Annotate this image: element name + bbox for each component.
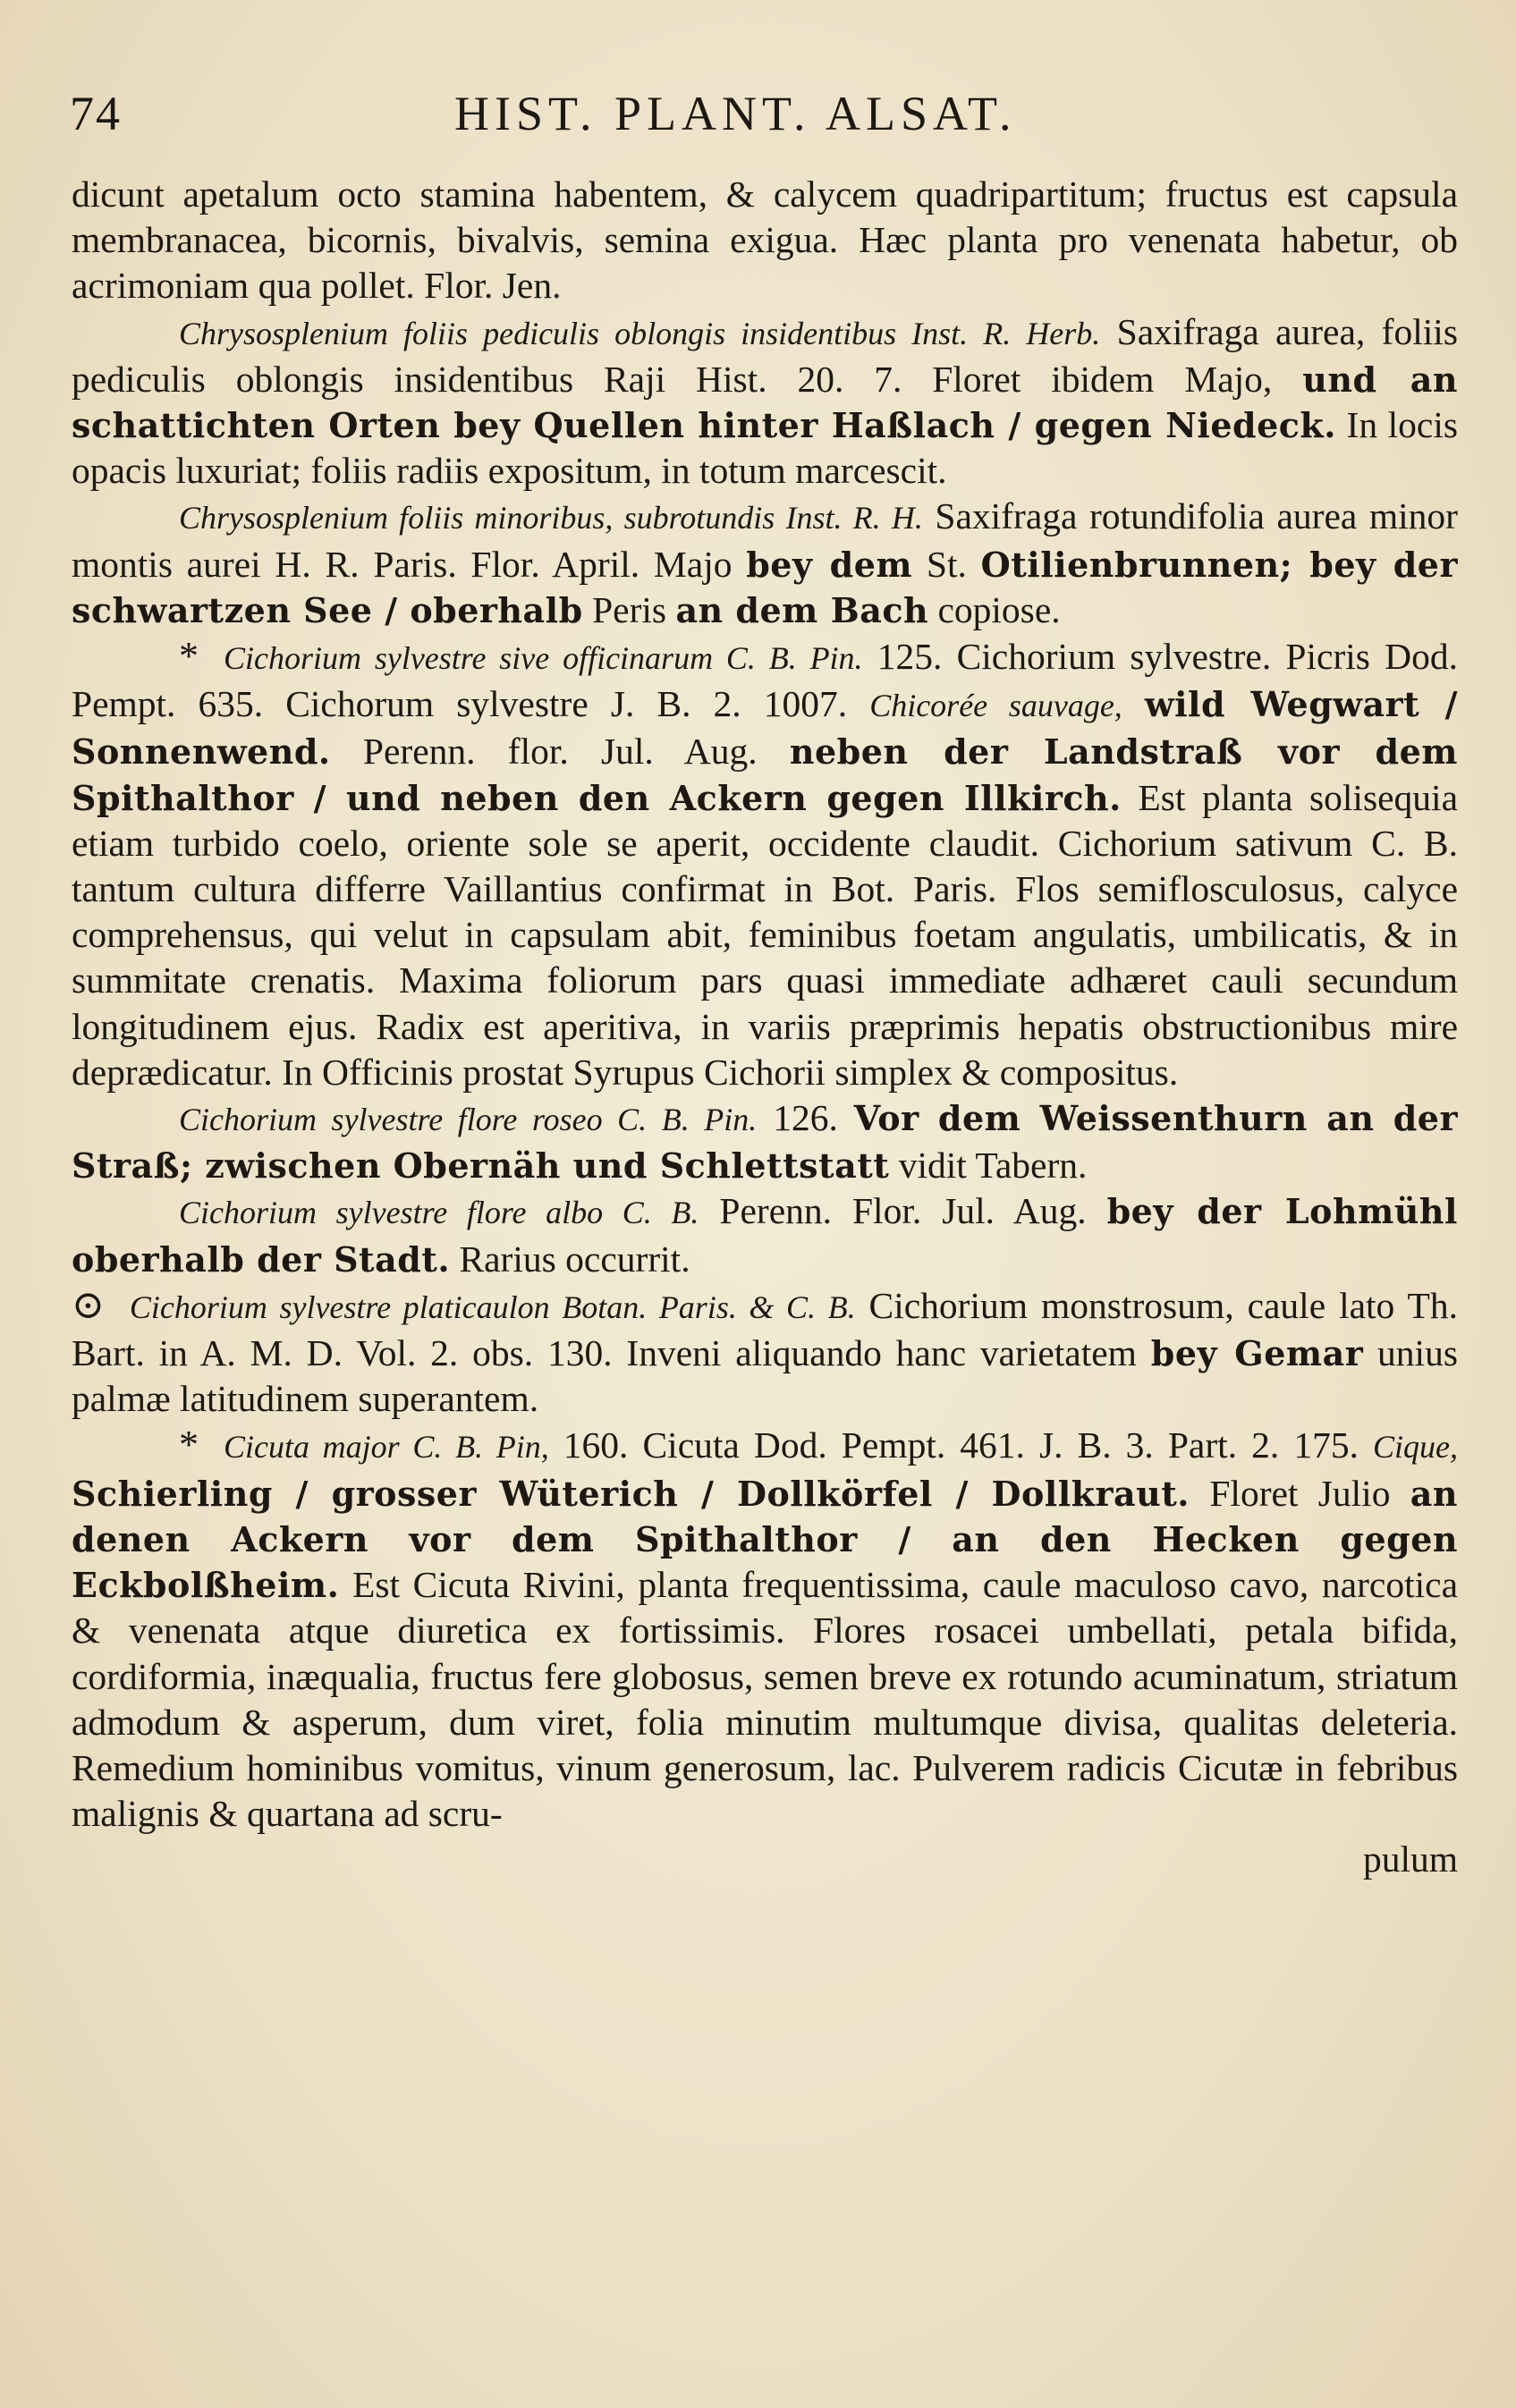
entry-mark-icon: * <box>179 1423 199 1467</box>
roman-text: In locis opacis luxuriat; foliis radiis expositum, in totum marcescit. <box>72 404 1459 492</box>
italic-text: Cicuta major C. B. Pin, <box>224 1429 549 1466</box>
entry-cichorium-platicaulon <box>72 1282 1458 1423</box>
entry-cichorium-sylvestre <box>72 633 1458 1095</box>
body-text <box>72 172 1458 1883</box>
italic-text: Cichorium sylvestre platicaulon Botan. Paris. & C. B. <box>129 1288 856 1325</box>
roman-text: Cichorium monstrosum, caule lato Th. Bart. in A. M. D. Vol. 2. obs. 130. Inveni aliquando hanc varietatem <box>72 1284 1458 1374</box>
blackletter-text: an dem Bach <box>675 589 929 630</box>
paragraph-continuation <box>72 172 1458 309</box>
roman-text: Saxifraga rotundifolia aurea minor montis aurei H. R. Paris. Flor. April. Majo <box>72 495 1458 585</box>
entry-chrysosplenium-oblongis <box>72 309 1458 494</box>
entry-mark-icon: * <box>179 634 199 679</box>
page-header <box>70 86 1465 157</box>
italic-text: Cichorium sylvestre flore roseo C. B. Pin. <box>179 1102 758 1138</box>
entry-cichorium-roseo <box>72 1095 1458 1188</box>
blackletter-text: bey der Lohmühl oberhalb der Stadt. <box>72 1191 1458 1280</box>
italic-text: Chrysosplenium foliis pediculis oblongis insidentibus Inst. R. Herb. <box>179 315 1101 351</box>
blackletter-text: neben der Landstraß vor dem Spithalthor / und neben den Ackern gegen Illkirch. <box>72 731 1459 818</box>
entry-mark-icon: ⊙ <box>72 1282 105 1327</box>
roman-text: 125. Cichorium sylvestre. Picris Dod. Pempt. 635. Cichorum sylvestre J. B. 2. 1007. <box>72 636 1458 725</box>
roman-text: copiose. <box>928 588 1061 630</box>
blackletter-text: bey Gemar <box>1150 1333 1364 1374</box>
italic-text: Chrysosplenium foliis minoribus, subrotundis Inst. R. H. <box>179 500 923 537</box>
roman-text: Perenn. Flor. Jul. Aug. <box>699 1190 1107 1232</box>
blackletter-text: bey dem <box>746 544 913 585</box>
roman-text: Est Cicuta Rivini, planta frequentissima, caule maculoso cavo, narcotica & venenata atque diuretica ex fortissimis. Flores rosacei umbellati, petala bifida, cordiformia, inæqualia, fructus fere globosus, semen breve ex rotundo acuminatum, striatum admodum & asperum, dum viret, folia minutim multumque divisa, qualitas deleteria. Remedium hominibus vomitus, vinum generosum, lac. Pulverem radicis Cicutæ in febribus malignis & quartana ad scru- <box>72 1564 1458 1835</box>
running-title: HIST. PLANT. ALSAT. <box>454 87 1017 140</box>
roman-text <box>1122 683 1145 724</box>
roman-text: vidit Tabern. <box>889 1145 1088 1187</box>
entry-cichorium-albo <box>72 1188 1458 1281</box>
roman-text: 126. <box>757 1097 854 1139</box>
roman-text: dicunt apetalum octo stamina habentem, & calycem quadripartitum; fructus est capsula membranacea, bicornis, bivalvis, semina exigua. Hæc planta pro venenata habetur, ob acrimoniam qua pollet. Flor. Jen. <box>72 173 1458 307</box>
italic-text: Cichorium sylvestre flore albo C. B. <box>179 1195 699 1231</box>
italic-text: Chicorée sauvage, <box>869 688 1122 724</box>
roman-text: unius palmæ latitudinem superantem. <box>72 1332 1458 1420</box>
roman-text: Perenn. flor. Jul. Aug. <box>330 731 790 773</box>
blackletter-text: Schierling / grosser Wüterich / Dollkörfel / Dollkraut. <box>72 1473 1190 1514</box>
blackletter-text: an denen Ackern vor dem Spithalthor / an den Hecken gegen Eckbolßheim. <box>72 1473 1458 1606</box>
roman-text: Est planta solisequia etiam turbido coelo, oriente sole se aperit, occidente claudit. Cichorium sativum C. B. tantum cultura differre Vaillantius confirmat in Bot. Paris. Flos semiflosculosus, calyce comprehensus, qui velut in capsulam abit, feminibus foetam angulatis, umbilicatis, & in summitate crenatis. Maxima foliorum pars quasi immediate adhæret cauli secundum longitudinem ejus. Radix est aperitiva, in variis præprimis hepatis obstructionibus mire deprædicatur. In Officinis prostat Syrupus Cichorii simplex & compositus. <box>72 776 1458 1093</box>
roman-text: Floret Julio <box>1190 1472 1410 1514</box>
roman-text: Peris <box>582 588 676 630</box>
entry-cicuta-major <box>72 1422 1458 1837</box>
roman-text: 160. Cicuta Dod. Pempt. 461. J. B. 3. Part. 2. 175. <box>548 1424 1374 1466</box>
blackletter-text: Otilienbrunnen; bey der schwartzen See / oberhalb <box>72 544 1458 630</box>
page-number: 74 <box>70 87 122 140</box>
blackletter-text: und an schattichten Orten bey Quellen hinter Haßlach / gegen Niedeck. <box>72 359 1458 446</box>
blackletter-text: wild Wegwart / Sonnenwend. <box>72 684 1458 773</box>
roman-text: Rarius occurrit. <box>450 1238 690 1280</box>
blackletter-text: Vor dem Weissenthurn an der Straß; zwischen Obernäh und Schlettstatt <box>72 1098 1459 1187</box>
entry-chrysosplenium-minoribus <box>72 494 1458 633</box>
roman-text: Saxifraga aurea, foliis pediculis oblongis insidentibus Raji Hist. 20. 7. Floret ibidem Majo, <box>72 310 1458 400</box>
italic-text: Cique, <box>1373 1429 1459 1466</box>
roman-text: St. <box>912 543 981 585</box>
italic-text: Cichorium sylvestre sive officinarum C. B. Pin. <box>224 640 863 677</box>
catchword: pulum <box>1362 1838 1458 1880</box>
